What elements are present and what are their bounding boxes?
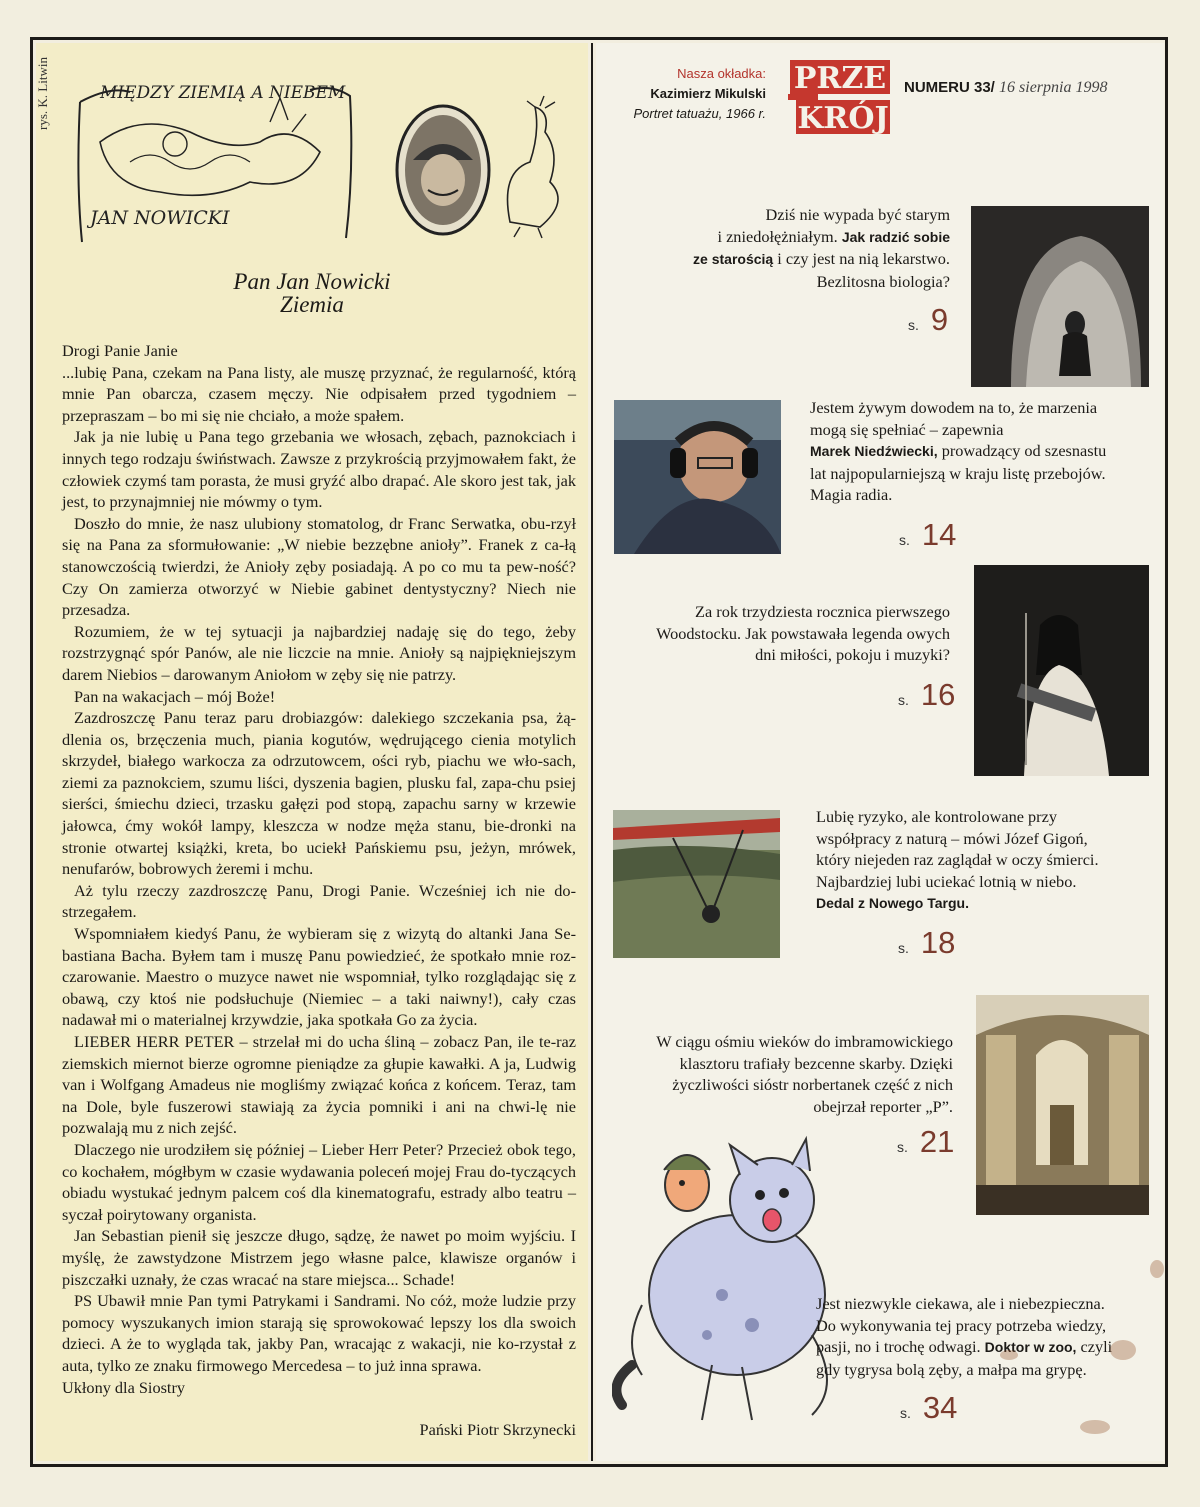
- logo-line2: KRÓJ: [797, 101, 889, 136]
- hang-glider-photo-icon: [613, 810, 780, 958]
- blurb-line: Bezlitosna biologia?: [816, 271, 950, 291]
- blurb-line: Jestem żywym dowodem na to, że marzenia: [810, 398, 1098, 417]
- cover-caption: Portret tatuażu, 1966 r.: [633, 106, 766, 121]
- letter-paragraph: Doszło do mnie, że nasz ulubiony stomatolog, dr Franc Serwatka, obu-rzył się na Pana za sformułowanie: „W niebie bezzębne anioły”. Franek z ca-łą stanowczością twierdzi, że Anioły zęby posiadają. A po co mu ta pew-ność? Czy On zamierza otworzyć w Niebie gabinet dentystyczny? Niech nie przesadza.: [62, 513, 576, 620]
- contents-item-16[interactable]: [610, 601, 950, 666]
- letter-paragraph: Drogi Panie Janie: [62, 341, 178, 360]
- letter-paragraph: Dlaczego nie urodziłem się później – Lieber Herr Peter? Przecież obok tego, co kochałem, mógłbym w czasie wydawania poleceń mojej Frau do-tyczących obiadu wystukać jednym palcem coś dla kinematografu, estrady albo teatru – syczał poirytowany organista.: [62, 1139, 576, 1224]
- letter-paragraph: LIEBER HERR PETER – strzelał mi do ucha śliną – zobacz Pan, ile te-raz ziemskich miernot bierze ogromne pieniądze za głupie kawałki. A ja, Ludwig van i Wolfgang Amadeus nie mogliśmy związać końca z końcem. Teraz, tam na Dole, byle fuszerowi stawiają za życia pomniki i ani na chwi-lę nie pozwalają mu z nich zejść.: [62, 1032, 576, 1138]
- blurb-bold: Jak radzić sobie: [841, 228, 950, 245]
- blurb-line: klasztoru trafiały bezcenne skarby. Dzięki: [679, 1053, 953, 1073]
- letter-title-line1: Pan Jan Nowicki: [233, 269, 391, 294]
- old-woman-photo-icon: [971, 206, 1149, 387]
- blurb-line: Magia radia.: [810, 485, 893, 505]
- illustration-credit: rys. K. Litwin: [35, 57, 50, 130]
- blurb-line: Marek Niedźwiecki, prowadzący od szesnastu: [810, 441, 1107, 461]
- paper-stain: [1080, 1420, 1110, 1434]
- cover-label: Nasza okładka:: [677, 66, 766, 81]
- cover-artist: Kazimierz Mikulski: [650, 86, 766, 101]
- blurb-line: ze starością i czy jest na nią lekarstwo.: [693, 249, 950, 269]
- blurb-line: Lubię ryzyko, ale kontrolowane przy: [816, 807, 1057, 826]
- przekroj-logo: [788, 58, 892, 136]
- letter-paragraph: Zazdroszczę Panu teraz paru drobiazgów: dalekiego szczekania psa, żą-dlenia os, brzęczenia much, piania kogutów, wędrującego cienia motylich skrzydeł, białego warkocza za odrzutowcem, ości ryb, piachu we wło-sach, ziemi za paznokciem, szumu liści, dyszenia bagien, plusku fal, zapa-chu psiej sierści, śmiechu dzieci, trzasku gałęzi pod stopą, zapachu sarny w krzewie jałowca, ćmy wokół lampy, kleszcza w nodze męża stanu, bie-dronki na stronie otwartej książki, kreta, bo uciekł Pańskiemu psu, jeżyn, mrówek, nenufarów, bobrowych żeremi i mchu.: [62, 708, 576, 879]
- blurb-bold: Doktor w zoo,: [984, 1339, 1077, 1356]
- letter-paragraph: Pan na wakacjach – mój Boże!: [74, 686, 276, 706]
- blurb-line: gdy tygrysa bolą zęby, a małpa ma grypę.: [816, 1359, 1087, 1379]
- letter-body: [62, 340, 576, 1398]
- blurb-line: W ciągu ośmiu wieków do imbramowickiego: [656, 1032, 953, 1051]
- paper-stain: [1150, 1260, 1164, 1278]
- blurb-line: obejrzał reporter „P”.: [813, 1096, 953, 1116]
- page-number-14: s. 14: [899, 517, 957, 552]
- issue-date: 16 sierpnia 1998: [999, 79, 1108, 96]
- page-number-16: s. 16: [898, 677, 956, 712]
- page-number-9: s. 9: [908, 302, 949, 337]
- contents-item-18[interactable]: [816, 806, 1156, 915]
- blurb-bold: Dedal z Nowego Targu.: [816, 895, 969, 912]
- header-art-top-text: MIĘDZY ZIEMIĄ A NIEBEM: [100, 83, 346, 103]
- blurb-line: Do wykonywania tej pracy potrzeba wiedzy,: [816, 1315, 1107, 1335]
- blurb-line: Dziś nie wypada być starym: [765, 205, 950, 224]
- blurb-line: Za rok trzydziesta rocznica pierwszego: [695, 602, 950, 621]
- letter-paragraph: Jak ja nie lubię u Pana tego grzebania we włosach, zębach, paznokciach i innych tego rodzaju świństwach. Zawsze z przykrością przyjmowałem fakt, że człowiek czymś tam porasta, że musi gryźć albo drapać. Ale skoro jest tak, jak jest, to przynajmniej nie mówmy o tym.: [62, 427, 576, 512]
- blurb-line: [816, 892, 1156, 915]
- page-number-34: s. 34: [900, 1390, 958, 1425]
- column-divider: [591, 43, 593, 1461]
- blurb-line: Jest niezwykle ciekawa, ale i niebezpieczna.: [816, 1294, 1105, 1313]
- blurb-line: dni miłości, pokoju i muzyki?: [755, 645, 950, 665]
- monastery-interior-photo-icon: [976, 995, 1149, 1215]
- paper-stain: [1110, 1340, 1136, 1360]
- blurb-line: który niejeden raz zaglądał w oczy śmierci.: [816, 850, 1099, 870]
- page-number-18: s. 18: [898, 925, 956, 960]
- radio-host-photo-icon: [614, 400, 781, 554]
- blurb-bold: ze starością: [693, 251, 774, 268]
- blurb-line: mogą się spełniać – zapewnia: [810, 419, 1004, 439]
- letter-title-line2: Ziemia: [280, 292, 344, 317]
- issue-number: NUMERU 33/: [904, 79, 995, 96]
- blurb-line: i zniedołężniałym. Jak radzić sobie: [717, 226, 950, 246]
- contents-item-34[interactable]: [816, 1293, 1156, 1380]
- author-portrait-icon: [393, 98, 493, 238]
- woodstock-singer-photo-icon: [974, 565, 1149, 776]
- contents-item-9[interactable]: [610, 204, 950, 292]
- letter-paragraph: Ukłony dla Siostry: [62, 1377, 186, 1397]
- header-art-bottom-text: JAN NOWICKI: [90, 207, 230, 229]
- header-illustration: [70, 62, 370, 252]
- letter-paragraph: Rozumiem, że w tej sytuacji ja najbardziej nadaję się do tego, żeby rozstrzygnąć spór Panów, ale nie liczcie na mnie. Anioły są najpiękniejszym darem Niebios – darowanym Aniołom w zęby się nie patrzy.: [62, 621, 576, 684]
- letter-paragraph: Jan Sebastian pienił się jeszcze długo, sądzę, że nawet po moim wyjściu. I myślę, że zawstydzone Mistrzem jego własne palce, klawisze organów i piszczałki uznały, że czas wracać na stare miejsca... Schade!: [62, 1226, 576, 1289]
- letter-signature: Pański Piotr Skrzynecki: [419, 1420, 576, 1439]
- letter-paragraph: PS Ubawił mnie Pan tymi Patrykami i Sandrami. No cóż, może ludzie przy pomocy wyszukanych imion starają się sprowokować lepszy los dla swoich dzieci. A że to wygląda tak, jakby Pan, wracając z wakacji, nie ko-rzystał z auta, tylko ze znaku firmowego Mercedesa – to już inna sprawa.: [62, 1291, 576, 1375]
- cat-cartoon-icon: [612, 1135, 852, 1425]
- letter-paragraph: Aż tylu rzeczy zazdroszczę Panu, Drogi Panie. Wcześniej ich nie do-strzegałem.: [62, 880, 576, 922]
- paper-stain: [1000, 1350, 1018, 1360]
- letter-paragraph: ...lubię Pana, czekam na Pana listy, ale muszę przyznać, że regularność, którą mnie Pan obarcza, czasem męczy. Nie odpisałem przed tygodniem – przepraszam – bo mi się nie chciało, a może spałem.: [62, 362, 576, 425]
- blurb-line: lat najpopularniejszą w kraju listę przebojów.: [810, 463, 1106, 483]
- bird-doodle-icon: [490, 92, 580, 242]
- blurb-line: współpracy z naturą – mówi Józef Gigoń,: [816, 828, 1088, 848]
- page-number-21: s. 21: [897, 1124, 955, 1159]
- blurb-line: życzliwości sióstr norbertanek część z nich: [672, 1075, 953, 1095]
- issue-info: [904, 79, 1107, 97]
- letter-paragraph: Wspomniałem kiedyś Panu, że wybieram się z wizytą do altanki Jana Se-bastiana Bacha. Byłem tam i muszę Panu powiedzieć, że spotkało mnie roz-czarowanie. Maestro o muzyce nawet nie wspomniał, tylko rozglądając się z obawą, czy ktoś nie podsłuchuje (Niemiec – a taki naiwny!), cały czas nadawał mi o materialnej krzywdzie, jaka spotkała Go za życia.: [62, 924, 576, 1030]
- blurb-line: Woodstocku. Jak powstawała legenda owych: [656, 623, 950, 643]
- logo-line1: PRZE: [793, 61, 887, 96]
- contents-item-21[interactable]: [610, 1031, 953, 1117]
- contents-item-14[interactable]: [810, 397, 1150, 506]
- letter-title: [36, 270, 588, 316]
- blurb-line: pasji, no i trochę odwagi. Doktor w zoo, czyli: [816, 1337, 1113, 1357]
- blurb-line: Najbardziej lubi uciekać lotnią w niebo.: [816, 871, 1077, 891]
- cover-info: [606, 64, 766, 124]
- blurb-bold: Marek Niedźwiecki,: [810, 443, 938, 460]
